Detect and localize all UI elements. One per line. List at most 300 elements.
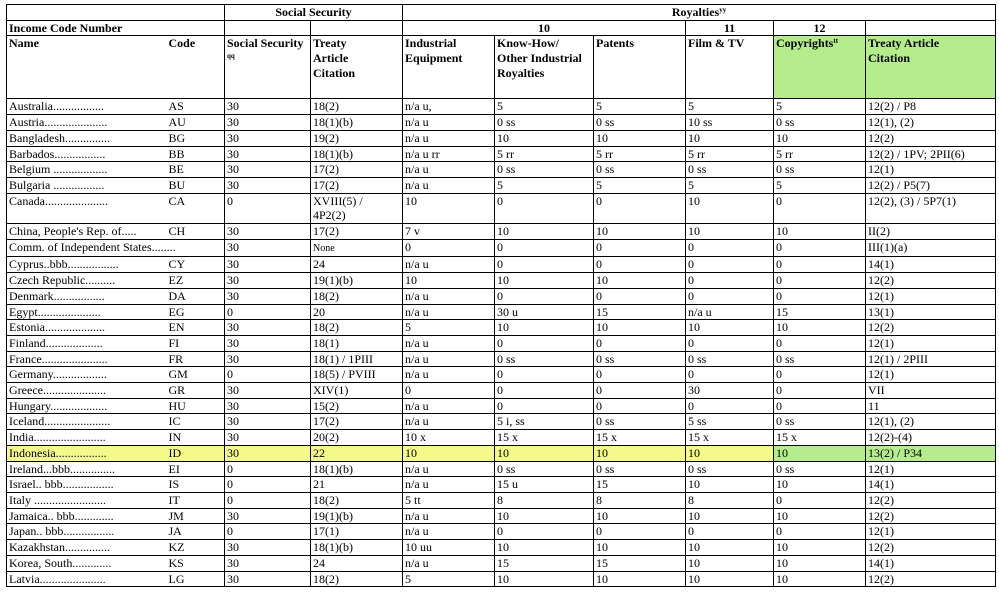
treaty-citation-2-cell-text: 14(1) [868, 477, 895, 492]
table-row [7, 115, 996, 131]
country-name-cell [7, 430, 167, 446]
country-name-cell [7, 320, 167, 336]
column-header-row [7, 36, 996, 99]
copyrights-cell [774, 162, 866, 178]
treaty-citation-2-cell-text: 12(1) [868, 162, 895, 177]
patents-cell-text: 5 rr [596, 146, 614, 161]
patents-cell-text: 0 [596, 335, 603, 350]
social-security-rate-cell [225, 571, 311, 587]
industrial-equipment-cell-text: 0 [405, 383, 412, 398]
treaty-citation-2-cell-text: III(1)(a) [868, 239, 908, 254]
country-code-cell [167, 257, 225, 273]
copyrights-cell [774, 383, 866, 399]
table-row [7, 367, 996, 383]
copyrights-cell [774, 288, 866, 304]
table-row [7, 351, 996, 367]
country-code-cell [167, 524, 225, 540]
patents-cell-text: 0 ss [596, 414, 615, 429]
copyrights-label: Copyrights [776, 36, 834, 51]
copyrights-cell-text: 10 [776, 555, 789, 570]
treaty-citation-1-cell-text: 18(2) [313, 320, 339, 335]
income-code-10: 10 [403, 20, 686, 36]
country-code-cell-text: KS [168, 555, 184, 570]
copyrights-cell [774, 367, 866, 383]
know-how-cell-text: 0 [497, 367, 504, 382]
country-code-cell-text: BE [168, 162, 184, 177]
know-how-cell [495, 571, 594, 587]
film-tv-cell-text: 10 ss [688, 115, 713, 130]
patents-cell [594, 555, 686, 571]
treaty-citation-1-cell [311, 540, 403, 556]
industrial-equipment-cell [403, 146, 495, 162]
industrial-equipment-cell-text: n/a u [405, 288, 429, 303]
industrial-equipment-cell [403, 540, 495, 556]
copyrights-cell-text: 10 [776, 445, 789, 460]
country-name-cell-text: Greece..................... [9, 383, 106, 398]
treaty-citation-1-cell [311, 430, 403, 446]
col-header-patents: Patents [594, 36, 686, 99]
treaty-citation-2-cell [866, 304, 996, 320]
treaty-citation-1-cell [311, 492, 403, 508]
industrial-equipment-cell-text: n/a u rr [405, 146, 440, 161]
social-security-rate-cell [225, 146, 311, 162]
industrial-equipment-cell [403, 461, 495, 477]
social-security-rate-cell-text: 30 [227, 351, 239, 366]
treaty-citation-2-cell [866, 239, 996, 257]
industrial-equipment-cell-text: n/a u [405, 257, 429, 272]
industrial-equipment-cell [403, 398, 495, 414]
country-code-cell [167, 162, 225, 178]
treaty-citation-2-cell [866, 571, 996, 587]
income-code-number-label: Income Code Number [7, 20, 225, 36]
treaty-citation-1-cell-text: 19(2) [313, 130, 339, 145]
industrial-equipment-cell-text: n/a u [405, 524, 429, 539]
industrial-equipment-cell-text: 10 x [405, 430, 427, 445]
country-name-cell-text: Estonia.................... [9, 320, 105, 335]
table-row [7, 461, 996, 477]
treaty-citation-1-cell-text: 18(1)(b) [313, 461, 353, 476]
country-name-cell [7, 130, 167, 146]
country-name-cell [7, 445, 167, 461]
treaty-citation-1-cell-text: 19(1)(b) [313, 273, 353, 288]
country-name-cell [7, 177, 167, 193]
treaty-citation-2-cell [866, 130, 996, 146]
country-name-cell-text: Czech Republic.......... [9, 273, 116, 288]
know-how-cell [495, 524, 594, 540]
social-security-rate-cell [225, 414, 311, 430]
film-tv-cell-text: 5 [688, 177, 695, 192]
treaty-citation-2-cell-text: 13(2) / P34 [868, 445, 923, 460]
know-how-cell-text: 30 u [497, 304, 519, 319]
patents-cell-text: 5 [596, 177, 603, 192]
treaty-citation-2-cell-text: 12(1) [868, 524, 895, 539]
country-name-cell [7, 335, 167, 351]
blank-group-cell [7, 5, 225, 21]
country-code-cell [167, 115, 225, 131]
treaty-citation-2-cell [866, 445, 996, 461]
know-how-cell [495, 115, 594, 131]
social-security-rate-cell [225, 99, 311, 115]
know-how-cell-text: 10 [497, 571, 510, 586]
social-security-rate-cell-text: 30 [227, 146, 239, 161]
film-tv-cell-text: 0 [688, 524, 695, 539]
patents-cell-text: 0 ss [596, 351, 615, 366]
country-name-cell [7, 492, 167, 508]
table-row [7, 162, 996, 178]
patents-cell-text: 0 [596, 383, 603, 398]
col-header-copyrights [774, 36, 866, 99]
social-security-rate-cell [225, 508, 311, 524]
country-code-cell-text: JA [168, 524, 182, 539]
treaty-citation-1-cell [311, 335, 403, 351]
copyrights-cell-text: 0 [776, 492, 783, 507]
table-row [7, 383, 996, 399]
copyrights-cell [774, 257, 866, 273]
table-row [7, 130, 996, 146]
film-tv-cell-text: 5 ss [688, 414, 707, 429]
country-name-cell-text: Finland................... [9, 335, 103, 350]
country-code-cell [167, 288, 225, 304]
social-security-rate-cell [225, 492, 311, 508]
social-security-rate-cell [225, 477, 311, 493]
know-how-cell [495, 445, 594, 461]
patents-cell-text: 0 ss [596, 115, 615, 130]
country-name-cell [7, 461, 167, 477]
treaty-citation-1-cell-text: 18(1) / 1PIII [313, 351, 373, 366]
treaty-citation-2-cell [866, 193, 996, 223]
treaty-citation-2-cell [866, 177, 996, 193]
industrial-equipment-cell [403, 224, 495, 240]
copyrights-cell [774, 304, 866, 320]
treaty-citation-1-cell [311, 304, 403, 320]
country-code-cell [167, 508, 225, 524]
industrial-equipment-cell-text: n/a u [405, 335, 429, 350]
copyrights-cell [774, 115, 866, 131]
copyrights-cell [774, 335, 866, 351]
patents-cell [594, 445, 686, 461]
treaty-citation-2-cell-text: 12(1), (2) [868, 115, 914, 130]
treaty-citation-1-cell [311, 367, 403, 383]
industrial-equipment-cell-text: 5 [405, 320, 412, 335]
country-name-cell-text: Ireland...bbb............... [9, 461, 115, 476]
social-security-rate-cell [225, 239, 311, 257]
know-how-cell [495, 492, 594, 508]
film-tv-cell-text: 8 [688, 492, 695, 507]
treaty-citation-2-cell-text: 12(2), (3) / 5P7(1) [868, 193, 956, 208]
treaty-citation-1-cell-text: 18(2) [313, 492, 339, 507]
social-security-rate-cell-text: 30 [227, 99, 239, 114]
industrial-equipment-cell [403, 555, 495, 571]
table-row [7, 398, 996, 414]
film-tv-cell [686, 239, 774, 257]
col-header-treaty-citation-2: Treaty Article Citation [866, 36, 996, 99]
country-name-cell-text: Israel.. bbb................. [9, 477, 114, 492]
copyrights-cell-text: 0 [776, 383, 783, 398]
patents-cell-text: 10 [596, 130, 609, 145]
patents-cell [594, 288, 686, 304]
know-how-cell-text: 15 x [497, 430, 519, 445]
know-how-cell [495, 508, 594, 524]
copyrights-cell-text: 5 [776, 99, 783, 114]
copyrights-cell [774, 461, 866, 477]
social-security-rate-cell-text: 30 [227, 130, 239, 145]
industrial-equipment-cell [403, 492, 495, 508]
treaty-citation-1-cell-text: None [313, 242, 335, 254]
know-how-cell-text: 10 [497, 224, 510, 239]
film-tv-cell [686, 540, 774, 556]
industrial-equipment-cell [403, 508, 495, 524]
social-security-rate-cell-text: 30 [227, 288, 239, 303]
treaty-citation-2-cell-text: 11 [868, 398, 880, 413]
copyrights-cell [774, 414, 866, 430]
country-name-cell-text: Latvia...................... [9, 571, 106, 586]
social-security-rate-cell-text: 0 [227, 367, 233, 382]
know-how-cell-text: 5 [497, 99, 504, 114]
country-code-cell [167, 555, 225, 571]
industrial-equipment-cell-text: n/a u [405, 461, 429, 476]
treaty-citation-2-cell-text: 12(2) [868, 508, 895, 523]
treaty-citation-2-cell-text: 14(1) [868, 555, 895, 570]
table-row [7, 492, 996, 508]
know-how-cell [495, 320, 594, 336]
industrial-equipment-cell-text: n/a u [405, 177, 429, 192]
treaty-citation-2-cell [866, 351, 996, 367]
know-how-cell [495, 273, 594, 289]
country-name-cell-text: Iceland...................... [9, 414, 111, 429]
country-name-cell [7, 508, 167, 524]
film-tv-cell-text: 0 ss [688, 461, 707, 476]
film-tv-cell [686, 130, 774, 146]
tax-treaty-table [6, 4, 996, 587]
country-name-cell-text: Australia................. [9, 99, 104, 114]
country-code-cell-text: LG [168, 571, 185, 586]
social-security-rate-cell-text: 0 [227, 524, 233, 539]
social-security-rate-cell-text: 30 [227, 383, 239, 398]
treaty-citation-2-cell-text: 12(2) / P5(7) [868, 177, 931, 192]
patents-cell [594, 492, 686, 508]
treaty-citation-1-cell [311, 414, 403, 430]
treaty-citation-2-cell-text: 12(1) / 2PIII [868, 351, 929, 366]
copyrights-cell-text: 10 [776, 320, 789, 335]
country-name-cell [7, 239, 176, 257]
country-code-cell-text: GR [168, 383, 186, 398]
copyrights-cell-text: 0 [776, 288, 783, 303]
treaty-citation-1-cell-text: 15(2) [313, 398, 339, 413]
film-tv-cell [686, 445, 774, 461]
know-how-cell-text: 0 [497, 193, 504, 208]
social-security-rate-cell [225, 351, 311, 367]
copyrights-cell [774, 398, 866, 414]
copyrights-cell-text: 10 [776, 571, 789, 586]
income-code-row [7, 20, 996, 36]
patents-cell [594, 239, 686, 257]
copyrights-cell-text: 0 ss [776, 414, 795, 429]
film-tv-cell-text: 0 [688, 335, 695, 350]
treaty-citation-1-cell-text: 17(2) [313, 414, 339, 429]
table-row [7, 335, 996, 351]
country-name-cell-text: Kazakhstan............... [9, 540, 110, 555]
patents-cell [594, 398, 686, 414]
social-security-rate-cell [225, 430, 311, 446]
industrial-equipment-cell [403, 351, 495, 367]
know-how-cell [495, 130, 594, 146]
industrial-equipment-cell [403, 414, 495, 430]
film-tv-cell-text: 10 [688, 193, 701, 208]
table-row [7, 445, 996, 461]
treaty-citation-1-cell [311, 477, 403, 493]
industrial-equipment-cell [403, 115, 495, 131]
know-how-cell [495, 288, 594, 304]
country-name-cell [7, 304, 167, 320]
treaty-citation-2-cell-text: 12(1), (2) [868, 414, 914, 429]
country-name-cell [7, 477, 167, 493]
industrial-equipment-cell-text: n/a u [405, 162, 429, 177]
industrial-equipment-cell [403, 430, 495, 446]
patents-cell [594, 383, 686, 399]
film-tv-cell-text: 5 rr [688, 146, 706, 161]
social-security-rate-cell [225, 524, 311, 540]
film-tv-cell-text: 10 [688, 540, 701, 555]
social-security-rate-cell [225, 367, 311, 383]
industrial-equipment-cell-text: 10 [405, 273, 418, 288]
country-name-cell [7, 540, 167, 556]
income-code-12: 12 [774, 20, 866, 36]
country-name-cell [7, 273, 167, 289]
social-security-rate-cell [225, 224, 311, 240]
film-tv-cell-text: 10 [688, 224, 701, 239]
patents-cell-text: 0 [596, 193, 603, 208]
social-security-rate-cell-text: 30 [227, 177, 239, 192]
treaty-citation-2-cell [866, 99, 996, 115]
treaty-citation-2-cell [866, 398, 996, 414]
country-code-cell-text: IN [168, 430, 182, 445]
country-name-cell-text: Japan.. bbb................. [9, 524, 115, 539]
know-how-cell [495, 335, 594, 351]
treaty-citation-1-cell-text: 18(1)(b) [313, 540, 353, 555]
copyrights-cell-text: 0 [776, 335, 783, 350]
treaty-citation-1-cell [311, 99, 403, 115]
patents-cell-text: 0 [596, 257, 603, 272]
industrial-equipment-cell [403, 257, 495, 273]
treaty-citation-1-cell [311, 571, 403, 587]
table-body [7, 99, 996, 587]
country-name-cell [7, 146, 167, 162]
film-tv-cell [686, 461, 774, 477]
treaty-citation-1-cell-text: 24 [313, 257, 325, 272]
treaty-citation-2-cell-text: 12(1) [868, 335, 895, 350]
country-code-cell-text: JM [168, 508, 184, 523]
country-code-cell [167, 477, 225, 493]
country-code-cell-text: EG [168, 304, 185, 319]
patents-cell-text: 0 [596, 398, 603, 413]
patents-cell [594, 320, 686, 336]
industrial-equipment-cell-text: n/a u [405, 351, 429, 366]
industrial-equipment-cell [403, 367, 495, 383]
film-tv-cell-text: 15 x [688, 430, 710, 445]
patents-cell-text: 10 [596, 273, 609, 288]
treaty-citation-1-cell-text: 21 [313, 477, 325, 492]
table-row [7, 304, 996, 320]
film-tv-cell [686, 383, 774, 399]
treaty-citation-2-cell-text: 12(2) / 1PV; 2PII(6) [868, 146, 965, 161]
copyrights-cell-text: 10 [776, 130, 789, 145]
industrial-equipment-cell-text: n/a u [405, 508, 429, 523]
know-how-cell [495, 304, 594, 320]
treaty-citation-2-cell [866, 288, 996, 304]
treaty-citation-1-cell-text: 18(5) / PVIII [313, 367, 376, 382]
film-tv-cell [686, 335, 774, 351]
treaty-citation-1-cell [311, 273, 403, 289]
col-header-industrial-equipment: Industrial Equipment [403, 36, 495, 99]
film-tv-cell [686, 304, 774, 320]
treaty-citation-2-cell [866, 257, 996, 273]
know-how-cell-text: 10 [497, 540, 510, 555]
social-security-rate-cell [225, 540, 311, 556]
know-how-cell [495, 146, 594, 162]
table-row [7, 288, 996, 304]
copyrights-cell-text: 0 [776, 398, 783, 413]
table-row [7, 414, 996, 430]
patents-cell-text: 10 [596, 224, 609, 239]
industrial-equipment-cell-text: n/a u, [405, 99, 432, 114]
social-security-rate-cell [225, 115, 311, 131]
country-code-cell [167, 320, 225, 336]
country-code-cell-text: ID [168, 445, 182, 460]
industrial-equipment-cell [403, 320, 495, 336]
film-tv-cell-text: 0 ss [688, 162, 707, 177]
royalties-label: Royalties [671, 5, 720, 19]
country-code-cell-text: GM [168, 367, 188, 382]
film-tv-cell [686, 555, 774, 571]
social-security-rate-cell-text: 30 [227, 239, 239, 254]
know-how-cell-text: 10 [497, 320, 510, 335]
film-tv-cell-text: 10 [688, 477, 701, 492]
industrial-equipment-cell-text: n/a u [405, 398, 429, 413]
treaty-citation-2-cell [866, 273, 996, 289]
industrial-equipment-cell [403, 239, 495, 257]
patents-cell-text: 10 [596, 508, 609, 523]
film-tv-cell [686, 571, 774, 587]
country-code-cell [167, 273, 225, 289]
country-code-cell [167, 193, 225, 223]
film-tv-cell [686, 162, 774, 178]
patents-cell [594, 257, 686, 273]
copyrights-cell [774, 555, 866, 571]
treaty-citation-2-cell [866, 115, 996, 131]
treaty-citation-1-cell-text: 18(1)(b) [313, 115, 353, 130]
social-security-rate-cell [225, 398, 311, 414]
treaty-citation-1-cell-text: XVIII(5) / [313, 193, 363, 208]
copyrights-cell-text: 0 ss [776, 461, 795, 476]
country-name-cell-text: Bangladesh............... [9, 130, 110, 145]
table-row [7, 239, 996, 257]
treaty-citation-1-cell-text: 22 [313, 445, 325, 460]
treaty-citation-2-cell [866, 508, 996, 524]
film-tv-cell [686, 477, 774, 493]
industrial-equipment-cell-text: n/a u [405, 130, 429, 145]
patents-cell [594, 273, 686, 289]
country-name-cell-text: Comm. of Independent States........ [9, 239, 176, 254]
social-security-rate-cell-text: 30 [227, 555, 239, 570]
know-how-cell-text: 15 [497, 555, 510, 570]
treaty-citation-2-cell [866, 555, 996, 571]
treaty-citation-2-cell-text: 13(1) [868, 304, 895, 319]
film-tv-cell-text: 30 [688, 383, 701, 398]
social-security-rate-cell-text: 30 [227, 335, 239, 350]
patents-cell [594, 99, 686, 115]
table-row [7, 224, 996, 240]
country-code-cell-text: CY [168, 257, 186, 272]
